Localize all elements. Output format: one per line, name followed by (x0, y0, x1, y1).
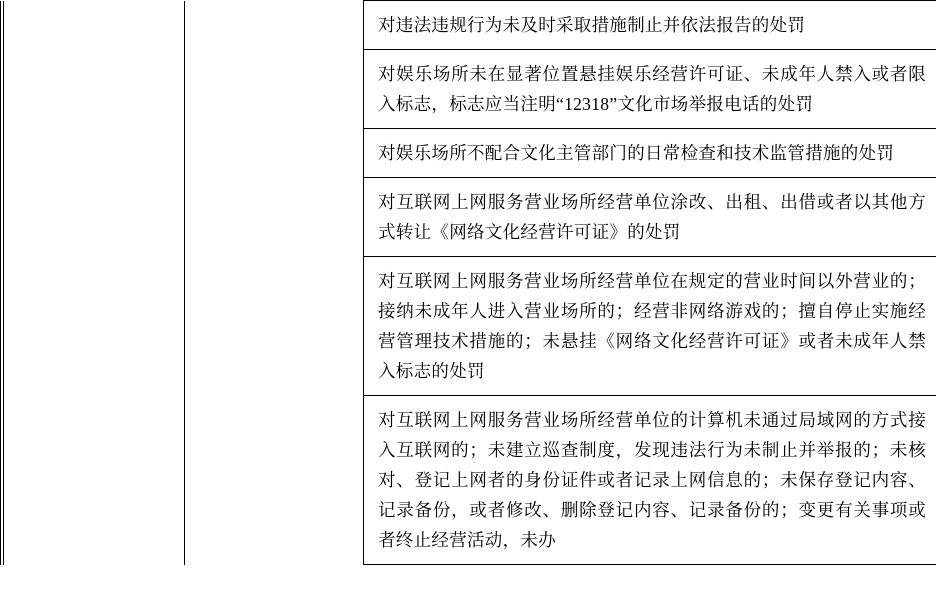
table-cell-category (4, 50, 185, 129)
table-row (1, 1, 936, 50)
table-cell-category (4, 257, 185, 396)
item-text: 对互联网上网服务营业场所经营单位在规定的营业时间以外营业的；接纳未成年人进入营业场所的；经营非网络游戏的；擅自停止实施经营管理技术措施的；未悬挂《网络文化经营许可证》或者未成年人禁入标志的处罚 (378, 271, 926, 381)
table-cell-item (364, 129, 936, 178)
table-row (1, 178, 936, 257)
table-cell-item (364, 178, 936, 257)
table-cell-item (364, 50, 936, 129)
item-text: 对互联网上网服务营业场所经营单位的计算机未通过局域网的方式接入互联网的；未建立巡查制度，发现违法行为未制止并举报的；未核对、登记上网者的身份证件或者记录上网信息的；未保存登记内容、记录备份，或者修改、删除登记内容、记录备份的；变更有关事项或者终止经营活动，未办 (378, 410, 926, 550)
item-text: 对互联网上网服务营业场所经营单位涂改、出租、出借或者以其他方式转让《网络文化经营许可证》的处罚 (378, 192, 926, 242)
table-row (1, 50, 936, 129)
table-cell-category (4, 178, 185, 257)
table-cell-subcategory (185, 178, 364, 257)
table-row (1, 257, 936, 396)
table-cell-category (4, 129, 185, 178)
table-cell-category (4, 396, 185, 565)
table-row (1, 129, 936, 178)
table-cell-subcategory (185, 396, 364, 565)
table-cell-subcategory (185, 129, 364, 178)
item-text: 对娱乐场所不配合文化主管部门的日常检查和技术监管措施的处罚 (378, 143, 895, 163)
item-text: 对娱乐场所未在显著位置悬挂娱乐经营许可证、未成年人禁入或者限入标志，标志应当注明“12318”文化市场举报电话的处罚 (378, 64, 926, 114)
item-text: 对违法违规行为未及时采取措施制止并依法报告的处罚 (378, 15, 806, 35)
table-cell-subcategory (185, 50, 364, 129)
table-cell-item (364, 257, 936, 396)
table-row (1, 396, 936, 565)
table-body (1, 1, 936, 565)
table-cell-subcategory (185, 1, 364, 50)
table-cell-item (364, 396, 936, 565)
table-cell-category (4, 1, 185, 50)
table-cell-item (364, 1, 936, 50)
table-cell-subcategory (185, 257, 364, 396)
